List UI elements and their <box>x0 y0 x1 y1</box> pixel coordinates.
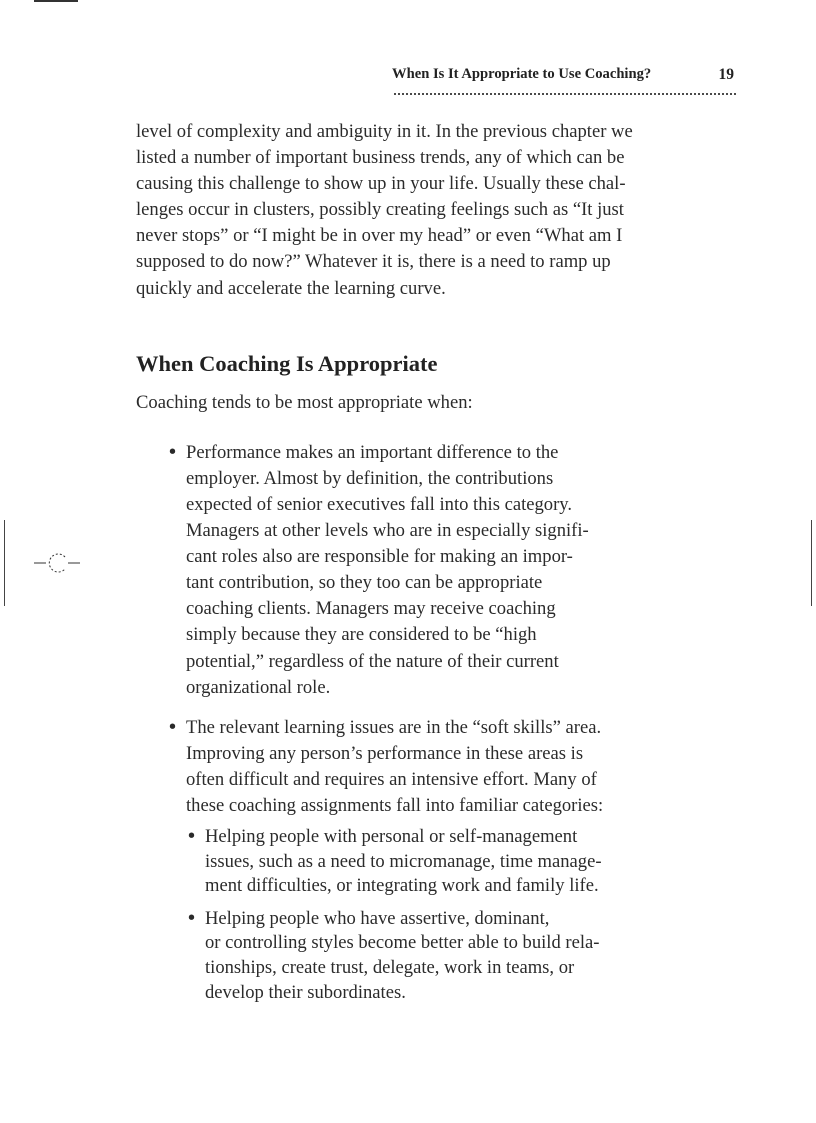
bullet-text: Performance makes an important difference to the employer. Almost by definition, the contributions expected of senior executives fall into this category. Managers at other levels who are in especially signifi- cant roles also are responsible for making an impor- tant contribution, so they too can be appropriate coaching clients. Managers may receive coaching simply because they are considered to be “high potential,” regardless of the nature of their current organizational role. <box>186 441 589 698</box>
crop-mark-top <box>34 0 78 2</box>
sub-bullet-text: Helping people with personal or self-management issues, such as a need to micromanage, time manage- ment difficulties, or integrating work and family life. <box>205 826 602 897</box>
sub-bullet-marker: • <box>186 826 197 848</box>
section-intro: Coaching tends to be most appropriate when: <box>136 391 473 413</box>
running-head <box>392 66 736 90</box>
sub-bullet-text: Helping people who have assertive, dominant, or controlling styles become better able to build rela- tionships, create trust, delegate, work in teams, or develop their subordinates. <box>205 907 600 1003</box>
crop-mark-left <box>4 520 5 606</box>
crop-mark-right <box>811 520 812 606</box>
section-heading: When Coaching Is Appropriate <box>136 350 438 376</box>
bullet-marker: • <box>167 441 178 463</box>
running-head-title: When Is It Appropriate to Use Coaching? <box>392 66 652 82</box>
page-content <box>136 119 696 1005</box>
sub-bullet-item-controlling-styles <box>186 907 696 1005</box>
sub-bullet-marker: • <box>186 907 197 929</box>
bullet-marker: • <box>167 716 178 738</box>
bullet-item-performance <box>167 440 696 701</box>
bullet-text: The relevant learning issues are in the “soft skills” area. Improving any person’s performance in these areas is often difficult and requires an intensive effort. Many of these coaching assignments fall into familiar categories: <box>186 716 604 816</box>
opening-paragraph: level of complexity and ambiguity in it. In the previous chapter we listed a number of important business trends, any of which can be causing this challenge to show up in your life. Usually these chal- lenges occur in clusters, possibly creating feelings such as “It just never stops” or “I might be in over my head” or even “What am I supposed to do now?” Whatever it is, there is a need to ramp up quickly and accelerate the learning curve. <box>136 121 633 299</box>
sub-bullet-item-self-management <box>186 825 696 899</box>
dotted-header-rule <box>394 93 736 95</box>
registration-mark-icon <box>34 548 80 578</box>
bullet-item-soft-skills <box>167 715 696 1006</box>
sub-bullet-list <box>186 825 696 1005</box>
page-number: 19 <box>718 66 734 83</box>
